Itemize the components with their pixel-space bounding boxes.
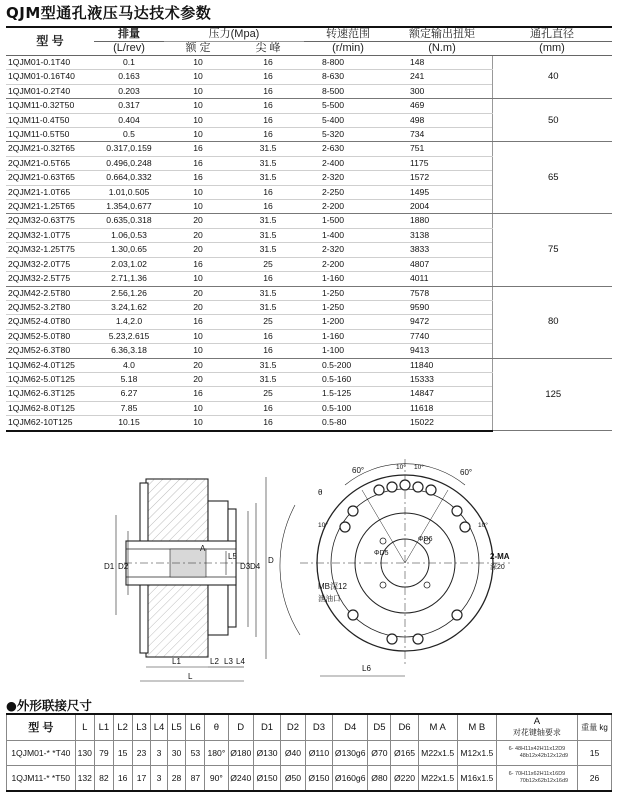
cell-speed: 0.5-160 bbox=[304, 372, 392, 386]
cell-displacement: 0.5 bbox=[94, 128, 164, 142]
label-deg10-b: 10° bbox=[414, 464, 424, 471]
cell-speed: 1.5-125 bbox=[304, 387, 392, 401]
cell-bore: 125 bbox=[492, 358, 612, 431]
cell-peak: 31.5 bbox=[232, 300, 304, 314]
cell-rated: 10 bbox=[164, 401, 232, 415]
dims-col-A bbox=[496, 714, 577, 740]
dims-cell-ma: M22x1.5 bbox=[418, 765, 457, 791]
dims-col-A-label: A bbox=[533, 716, 541, 728]
cell-rated: 10 bbox=[164, 70, 232, 84]
cell-displacement: 10.15 bbox=[94, 416, 164, 431]
cell-speed: 5-400 bbox=[304, 113, 392, 127]
cell-rated: 16 bbox=[164, 387, 232, 401]
cell-peak: 16 bbox=[232, 329, 304, 343]
label-D1: D1 bbox=[104, 562, 115, 571]
spec-table-body bbox=[6, 56, 612, 431]
cell-bore: 75 bbox=[492, 214, 612, 286]
cell-rated: 10 bbox=[164, 272, 232, 286]
dims-cell-spline bbox=[496, 740, 577, 765]
cell-model: 2QJM42-2.5T80 bbox=[6, 286, 94, 300]
cell-rated: 10 bbox=[164, 416, 232, 431]
cell-model: 2QJM21-1.25T65 bbox=[6, 200, 94, 214]
dims-cell-l6: 87 bbox=[186, 765, 205, 791]
cell-model: 2QJM21-0.5T65 bbox=[6, 156, 94, 170]
cell-displacement: 1.354,0.677 bbox=[94, 200, 164, 214]
cell-rated: 10 bbox=[164, 128, 232, 142]
cell-rated: 20 bbox=[164, 243, 232, 257]
cell-speed: 0.5-100 bbox=[304, 401, 392, 415]
dims-col-model: 型 号 bbox=[7, 714, 76, 740]
cell-rated: 10 bbox=[164, 84, 232, 98]
cell-displacement: 6.36,3.18 bbox=[94, 344, 164, 358]
cell-torque: 7740 bbox=[392, 329, 492, 343]
cell-displacement: 0.163 bbox=[94, 70, 164, 84]
cell-displacement: 0.496,0.248 bbox=[94, 156, 164, 170]
cell-torque: 1880 bbox=[392, 214, 492, 228]
label-D4: D4 bbox=[250, 562, 261, 571]
cell-bore: 65 bbox=[492, 142, 612, 214]
dims-cell-l4: 3 bbox=[151, 740, 167, 765]
cell-speed: 0.5-80 bbox=[304, 416, 392, 431]
cell-torque: 241 bbox=[392, 70, 492, 84]
dims-cell-l5: 30 bbox=[167, 740, 186, 765]
cell-displacement: 1.06,0.53 bbox=[94, 228, 164, 242]
dims-col-A-sub: 对花键轴要求 bbox=[512, 728, 561, 738]
label-L2: L2 bbox=[210, 657, 219, 666]
dims-cell-mb: M16x1.5 bbox=[457, 765, 496, 791]
dims-col-MB: M B bbox=[457, 714, 496, 740]
cell-torque: 3833 bbox=[392, 243, 492, 257]
cell-torque: 4807 bbox=[392, 257, 492, 271]
dims-col-D5: D5 bbox=[368, 714, 391, 740]
dims-cell-l1: 82 bbox=[94, 765, 113, 791]
dims-cell-l1: 79 bbox=[94, 740, 113, 765]
cell-bore: 50 bbox=[492, 99, 612, 142]
cell-peak: 16 bbox=[232, 416, 304, 431]
spec-row bbox=[6, 214, 612, 228]
cell-speed: 1-200 bbox=[304, 315, 392, 329]
cell-displacement: 0.317 bbox=[94, 99, 164, 113]
cell-peak: 16 bbox=[232, 344, 304, 358]
label-deg60-left: 60° bbox=[352, 466, 365, 475]
cell-torque: 11618 bbox=[392, 401, 492, 415]
label-deg10-a: 10° bbox=[396, 464, 406, 471]
cell-model: 1QJM11-0.32T50 bbox=[6, 99, 94, 113]
cell-torque: 1175 bbox=[392, 156, 492, 170]
cell-rated: 10 bbox=[164, 329, 232, 343]
dims-col-D2: D2 bbox=[281, 714, 306, 740]
cell-torque: 469 bbox=[392, 99, 492, 113]
cell-displacement: 0.1 bbox=[94, 56, 164, 70]
cell-model: 2QJM32-0.63T75 bbox=[6, 214, 94, 228]
page-title: QJM型通孔液压马达技术参数 bbox=[6, 4, 212, 22]
dims-col-L4: L4 bbox=[151, 714, 167, 740]
col-model: 型 号 bbox=[6, 27, 94, 56]
label-ma-depth: 深20 bbox=[490, 564, 505, 571]
label-mb: MB深12 bbox=[318, 582, 347, 591]
cell-model: 1QJM11-0.4T50 bbox=[6, 113, 94, 127]
dims-col-D3: D3 bbox=[305, 714, 332, 740]
dims-cell-d: Ø180 bbox=[228, 740, 253, 765]
dims-cell-l: 130 bbox=[75, 740, 94, 765]
cell-speed: 1-400 bbox=[304, 228, 392, 242]
label-D3: D3 bbox=[240, 562, 251, 571]
cell-speed: 2-400 bbox=[304, 156, 392, 170]
dims-col-theta: θ bbox=[205, 714, 228, 740]
cell-speed: 8-630 bbox=[304, 70, 392, 84]
dims-col-L2: L2 bbox=[113, 714, 132, 740]
cell-displacement: 2.03,1.02 bbox=[94, 257, 164, 271]
cell-torque: 1495 bbox=[392, 185, 492, 199]
dims-cell-d5: Ø70 bbox=[368, 740, 391, 765]
dims-cell-l2: 15 bbox=[113, 740, 132, 765]
cell-displacement: 1.30,0.65 bbox=[94, 243, 164, 257]
dims-cell-l: 132 bbox=[75, 765, 94, 791]
dims-row bbox=[7, 765, 612, 791]
cell-peak: 31.5 bbox=[232, 228, 304, 242]
spec-row bbox=[6, 56, 612, 70]
cell-speed: 1-500 bbox=[304, 214, 392, 228]
spline-line-1: 6- 48H11x42H11x12D9 bbox=[508, 745, 566, 752]
cell-displacement: 6.27 bbox=[94, 387, 164, 401]
dims-cell-d: Ø240 bbox=[228, 765, 253, 791]
col-pressure: 压力(Mpa) bbox=[164, 27, 304, 42]
cell-peak: 25 bbox=[232, 315, 304, 329]
cell-model: 2QJM52-3.2T80 bbox=[6, 300, 94, 314]
cell-peak: 16 bbox=[232, 128, 304, 142]
dims-col-weight: 重量 kg bbox=[577, 714, 611, 740]
dims-col-L5: L5 bbox=[167, 714, 186, 740]
cell-torque: 148 bbox=[392, 56, 492, 70]
cell-peak: 31.5 bbox=[232, 214, 304, 228]
dims-cell-model: 1QJM01-* *T40 bbox=[7, 740, 76, 765]
col-torque-unit: (N.m) bbox=[392, 42, 492, 56]
cell-torque: 9413 bbox=[392, 344, 492, 358]
dims-col-L3: L3 bbox=[132, 714, 151, 740]
dims-cell-model: 1QJM11-* *T50 bbox=[7, 765, 76, 791]
dims-col-L1: L1 bbox=[94, 714, 113, 740]
cell-peak: 16 bbox=[232, 200, 304, 214]
cell-speed: 1-250 bbox=[304, 300, 392, 314]
dims-cell-theta: 180° bbox=[205, 740, 228, 765]
cell-displacement: 7.85 bbox=[94, 401, 164, 415]
dims-cell-d5: Ø80 bbox=[368, 765, 391, 791]
cell-model: 1QJM62-6.3T125 bbox=[6, 387, 94, 401]
cell-speed: 1-160 bbox=[304, 329, 392, 343]
cell-model: 2QJM21-0.32T65 bbox=[6, 142, 94, 156]
dims-cell-d1: Ø150 bbox=[253, 765, 280, 791]
cell-model: 2QJM32-1.0T75 bbox=[6, 228, 94, 242]
cell-peak: 16 bbox=[232, 84, 304, 98]
cell-model: 1QJM62-10T125 bbox=[6, 416, 94, 431]
cell-displacement: 0.317,0.159 bbox=[94, 142, 164, 156]
cell-peak: 25 bbox=[232, 257, 304, 271]
dims-cell-d4: Ø160g6 bbox=[333, 765, 368, 791]
dims-cell-d1: Ø130 bbox=[253, 740, 280, 765]
cell-peak: 31.5 bbox=[232, 171, 304, 185]
cell-torque: 2004 bbox=[392, 200, 492, 214]
cell-model: 1QJM01-0.16T40 bbox=[6, 70, 94, 84]
dims-col-D4: D4 bbox=[333, 714, 368, 740]
dims-row bbox=[7, 740, 612, 765]
dims-col-D: D bbox=[228, 714, 253, 740]
cell-rated: 20 bbox=[164, 214, 232, 228]
col-bore-unit: (mm) bbox=[492, 42, 612, 56]
cell-model: 2QJM21-0.63T65 bbox=[6, 171, 94, 185]
cell-rated: 10 bbox=[164, 56, 232, 70]
label-D2: D2 bbox=[118, 562, 129, 571]
spec-row bbox=[6, 142, 612, 156]
label-deg10-c: 10° bbox=[318, 522, 328, 529]
dims-cell-l6: 53 bbox=[186, 740, 205, 765]
cell-peak: 31.5 bbox=[232, 286, 304, 300]
cell-peak: 31.5 bbox=[232, 358, 304, 372]
cell-speed: 0.5-200 bbox=[304, 358, 392, 372]
cell-model: 2QJM52-6.3T80 bbox=[6, 344, 94, 358]
cell-model: 2QJM32-2.5T75 bbox=[6, 272, 94, 286]
col-peak: 尖 峰 bbox=[232, 42, 304, 56]
cell-torque: 4011 bbox=[392, 272, 492, 286]
cell-rated: 10 bbox=[164, 99, 232, 113]
cell-rated: 20 bbox=[164, 358, 232, 372]
cell-displacement: 1.4,2.0 bbox=[94, 315, 164, 329]
label-L6: L6 bbox=[362, 664, 371, 673]
cell-model: 1QJM62-4.0T125 bbox=[6, 358, 94, 372]
cell-speed: 2-320 bbox=[304, 171, 392, 185]
cell-peak: 31.5 bbox=[232, 156, 304, 170]
dims-col-D6: D6 bbox=[391, 714, 418, 740]
spec-row bbox=[6, 358, 612, 372]
label-L1: L1 bbox=[172, 657, 181, 666]
cell-displacement: 0.404 bbox=[94, 113, 164, 127]
spec-row bbox=[6, 99, 612, 113]
cell-speed: 1-160 bbox=[304, 272, 392, 286]
label-L4: L4 bbox=[236, 657, 245, 666]
dims-cell-l2: 16 bbox=[113, 765, 132, 791]
spline-line-2: 48b12x42b12x12d9 bbox=[519, 752, 569, 759]
cell-model: 1QJM11-0.5T50 bbox=[6, 128, 94, 142]
cell-rated: 10 bbox=[164, 200, 232, 214]
cell-rated: 16 bbox=[164, 156, 232, 170]
cell-speed: 2-200 bbox=[304, 257, 392, 271]
col-speed-unit: (r/min) bbox=[304, 42, 392, 56]
dims-cell-d4: Ø130g6 bbox=[333, 740, 368, 765]
cell-rated: 20 bbox=[164, 286, 232, 300]
label-deg60-right: 60° bbox=[460, 468, 473, 477]
col-rated: 额 定 bbox=[164, 42, 232, 56]
cell-peak: 16 bbox=[232, 272, 304, 286]
col-speed: 转速范围 bbox=[304, 27, 392, 42]
col-bore: 通孔直径 bbox=[492, 27, 612, 42]
dims-cell-d2: Ø50 bbox=[281, 765, 306, 791]
dims-cell-theta: 90° bbox=[205, 765, 228, 791]
cell-model: 1QJM62-5.0T125 bbox=[6, 372, 94, 386]
cell-peak: 31.5 bbox=[232, 142, 304, 156]
label-D5: ΦD5 bbox=[374, 550, 389, 557]
cell-speed: 2-250 bbox=[304, 185, 392, 199]
cell-displacement: 4.0 bbox=[94, 358, 164, 372]
dims-cell-spline bbox=[496, 765, 577, 791]
label-L3: L3 bbox=[224, 657, 233, 666]
dims-title: ●外形联接尺寸 bbox=[6, 698, 92, 713]
cell-rated: 20 bbox=[164, 228, 232, 242]
cell-bore: 80 bbox=[492, 286, 612, 358]
cell-rated: 16 bbox=[164, 257, 232, 271]
cell-torque: 1572 bbox=[392, 171, 492, 185]
col-displacement-unit: (L/rev) bbox=[94, 42, 164, 56]
cell-rated: 10 bbox=[164, 185, 232, 199]
cell-displacement: 1.01,0.505 bbox=[94, 185, 164, 199]
cell-speed: 2-200 bbox=[304, 200, 392, 214]
cell-torque: 9590 bbox=[392, 300, 492, 314]
dims-cell-l4: 3 bbox=[151, 765, 167, 791]
cell-model: 1QJM01-0.2T40 bbox=[6, 84, 94, 98]
cell-peak: 16 bbox=[232, 185, 304, 199]
label-2ma: 2-MA bbox=[490, 552, 510, 561]
cell-speed: 2-320 bbox=[304, 243, 392, 257]
cell-rated: 16 bbox=[164, 142, 232, 156]
cell-torque: 11840 bbox=[392, 358, 492, 372]
label-mb-note: 泄油口 bbox=[318, 594, 341, 603]
label-D6: ΦD6 bbox=[418, 536, 433, 543]
cell-displacement: 0.203 bbox=[94, 84, 164, 98]
label-L5: L5 bbox=[228, 552, 237, 561]
cell-model: 2QJM52-4.0T80 bbox=[6, 315, 94, 329]
dims-cell-d6: Ø220 bbox=[391, 765, 418, 791]
cell-rated: 10 bbox=[164, 344, 232, 358]
cell-speed: 8-500 bbox=[304, 84, 392, 98]
cell-speed: 1-250 bbox=[304, 286, 392, 300]
dims-cell-d6: Ø165 bbox=[391, 740, 418, 765]
dims-cell-d3: Ø110 bbox=[305, 740, 332, 765]
cell-torque: 751 bbox=[392, 142, 492, 156]
cell-torque: 9472 bbox=[392, 315, 492, 329]
spec-table bbox=[6, 26, 612, 432]
dims-col-L: L bbox=[75, 714, 94, 740]
spline-line-1: 6- 70H11x62H11x16D9 bbox=[508, 770, 566, 777]
label-theta: θ bbox=[318, 488, 323, 497]
cell-rated: 16 bbox=[164, 171, 232, 185]
cell-peak: 16 bbox=[232, 113, 304, 127]
motor-drawing bbox=[0, 455, 620, 690]
cell-displacement: 0.664,0.332 bbox=[94, 171, 164, 185]
cell-model: 2QJM32-2.0T75 bbox=[6, 257, 94, 271]
cell-torque: 14847 bbox=[392, 387, 492, 401]
cell-peak: 16 bbox=[232, 70, 304, 84]
dims-col-D1: D1 bbox=[253, 714, 280, 740]
label-D: D bbox=[268, 556, 274, 565]
cell-peak: 16 bbox=[232, 401, 304, 415]
cell-speed: 2-630 bbox=[304, 142, 392, 156]
cell-displacement: 0.635,0.318 bbox=[94, 214, 164, 228]
cell-displacement: 5.23,2.615 bbox=[94, 329, 164, 343]
cell-model: 2QJM52-5.0T80 bbox=[6, 329, 94, 343]
cell-model: 1QJM62-8.0T125 bbox=[6, 401, 94, 415]
cell-model: 2QJM32-1.25T75 bbox=[6, 243, 94, 257]
col-displacement: 排量 bbox=[94, 27, 164, 42]
cell-speed: 8-800 bbox=[304, 56, 392, 70]
cell-peak: 16 bbox=[232, 99, 304, 113]
dims-cell-weight: 15 bbox=[577, 740, 611, 765]
dims-cell-ma: M22x1.5 bbox=[418, 740, 457, 765]
col-torque: 额定输出扭矩 bbox=[392, 27, 492, 42]
dims-col-L6: L6 bbox=[186, 714, 205, 740]
cell-displacement: 5.18 bbox=[94, 372, 164, 386]
dims-table bbox=[6, 713, 612, 792]
cell-peak: 16 bbox=[232, 56, 304, 70]
cell-torque: 7578 bbox=[392, 286, 492, 300]
cell-torque: 498 bbox=[392, 113, 492, 127]
cell-displacement: 2.56,1.26 bbox=[94, 286, 164, 300]
label-deg10-d: 10° bbox=[478, 522, 488, 529]
cell-torque: 734 bbox=[392, 128, 492, 142]
cell-peak: 31.5 bbox=[232, 372, 304, 386]
cell-peak: 31.5 bbox=[232, 243, 304, 257]
cell-speed: 5-320 bbox=[304, 128, 392, 142]
dims-table-body bbox=[7, 740, 612, 791]
side-view bbox=[116, 477, 266, 681]
label-A: A bbox=[200, 544, 206, 553]
cell-model: 1QJM01-0.1T40 bbox=[6, 56, 94, 70]
dims-cell-mb: M12x1.5 bbox=[457, 740, 496, 765]
cell-displacement: 2.71,1.36 bbox=[94, 272, 164, 286]
dims-cell-weight: 26 bbox=[577, 765, 611, 791]
dims-cell-d3: Ø150 bbox=[305, 765, 332, 791]
cell-torque: 3138 bbox=[392, 228, 492, 242]
label-L: L bbox=[188, 672, 193, 681]
cell-model: 2QJM21-1.0T65 bbox=[6, 185, 94, 199]
cell-rated: 20 bbox=[164, 300, 232, 314]
cell-displacement: 3.24,1.62 bbox=[94, 300, 164, 314]
spec-row bbox=[6, 286, 612, 300]
spline-line-2: 70b12x62b12x16d9 bbox=[519, 777, 569, 784]
cell-torque: 15022 bbox=[392, 416, 492, 431]
dims-cell-l5: 28 bbox=[167, 765, 186, 791]
cell-torque: 300 bbox=[392, 84, 492, 98]
dims-cell-d2: Ø40 bbox=[281, 740, 306, 765]
dims-cell-l3: 23 bbox=[132, 740, 151, 765]
cell-rated: 10 bbox=[164, 113, 232, 127]
dims-col-MA: M A bbox=[418, 714, 457, 740]
cell-bore: 40 bbox=[492, 56, 612, 99]
cell-torque: 15333 bbox=[392, 372, 492, 386]
cell-speed: 5-500 bbox=[304, 99, 392, 113]
cell-rated: 16 bbox=[164, 315, 232, 329]
cell-rated: 20 bbox=[164, 372, 232, 386]
dims-cell-l3: 17 bbox=[132, 765, 151, 791]
cell-speed: 1-100 bbox=[304, 344, 392, 358]
cell-peak: 25 bbox=[232, 387, 304, 401]
